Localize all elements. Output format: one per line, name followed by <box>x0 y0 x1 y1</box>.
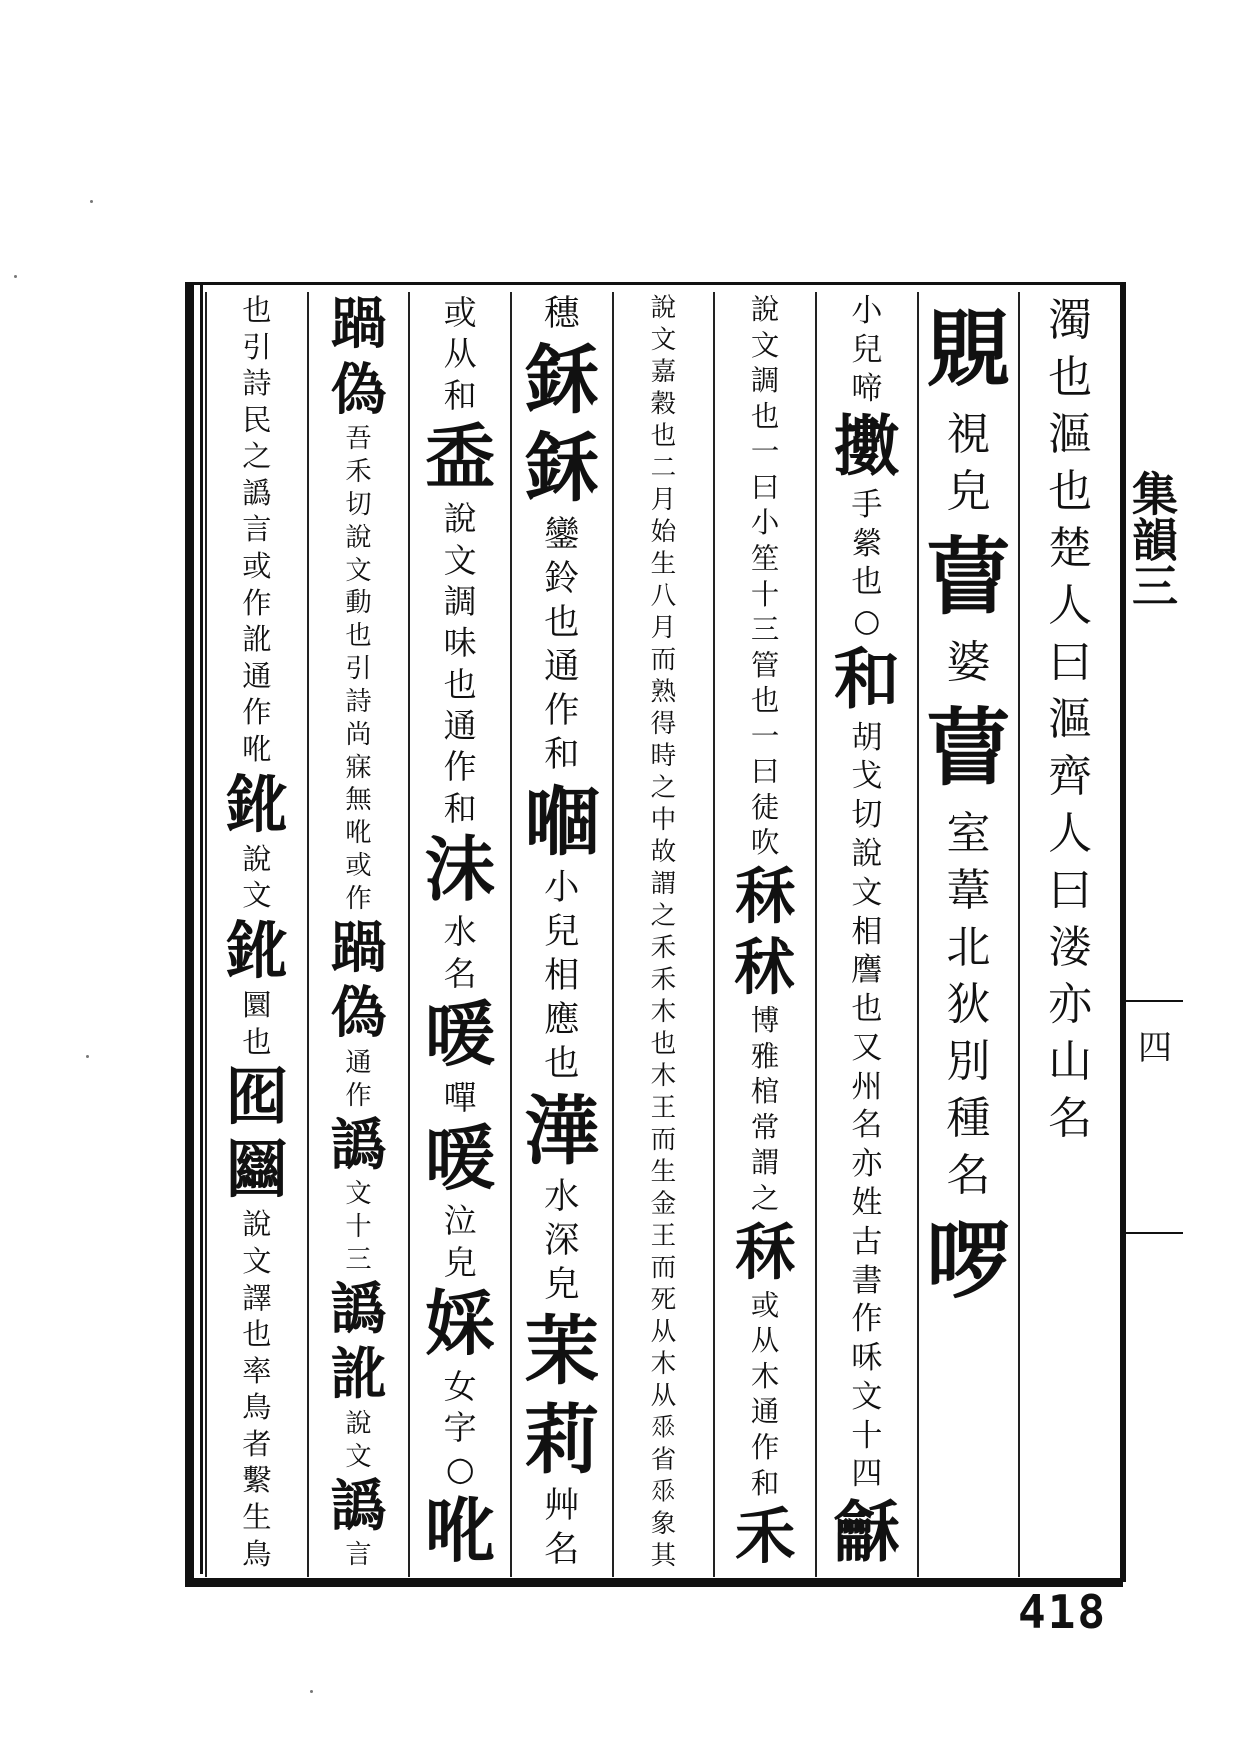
text-char: 戈 <box>851 758 883 795</box>
text-column <box>713 292 815 1577</box>
text-char: 姓 <box>851 1185 883 1221</box>
text-char: 作 <box>851 1301 883 1338</box>
text-char: 或 <box>345 851 372 882</box>
text-char: 和 <box>443 788 477 828</box>
text-char: 得 <box>650 709 677 739</box>
text-char: 又 <box>851 1029 883 1066</box>
text-char: 調 <box>750 364 780 398</box>
margin-rule-bottom <box>1125 1232 1183 1234</box>
text-char: 也 <box>650 1029 677 1059</box>
text-char: 或 <box>242 549 272 584</box>
margin-title: 集韻三 <box>1125 470 1179 608</box>
speck <box>90 200 93 203</box>
headword-char: 婇 <box>425 1282 496 1366</box>
text-char: 葦 <box>946 865 991 916</box>
text-char: 說 <box>345 522 372 553</box>
text-char: 从 <box>650 1381 677 1411</box>
headword-char: 喛 <box>425 1116 496 1200</box>
text-char: 別 <box>946 1036 991 1087</box>
text-char: 作 <box>750 1430 780 1464</box>
text-char: 曰 <box>1048 637 1093 688</box>
text-char: 通 <box>750 1395 780 1429</box>
headword-char: 鉌 <box>524 424 600 513</box>
text-char: 也 <box>750 399 780 433</box>
text-char: 始 <box>650 517 677 547</box>
text-char: 古 <box>851 1223 883 1260</box>
headword-char: 啰 <box>926 1211 1011 1310</box>
text-char: 言 <box>345 1540 372 1571</box>
text-char: 也 <box>851 991 883 1028</box>
text-char: 胡 <box>851 719 883 756</box>
headword-char: 莉 <box>524 1395 600 1484</box>
text-char: 一 <box>750 719 780 753</box>
text-char: 管 <box>750 648 780 682</box>
text-column <box>205 292 307 1577</box>
text-char: 鳥 <box>242 1536 272 1571</box>
text-char: 熟 <box>650 677 677 707</box>
text-char: 棺 <box>750 1075 780 1109</box>
text-char: 嘉 <box>650 357 677 387</box>
text-char: 木 <box>650 1349 677 1379</box>
headword-char: 鈋 <box>225 767 288 841</box>
text-char: 或 <box>443 293 477 332</box>
text-char: 金 <box>650 1189 677 1219</box>
text-char: 言 <box>242 512 272 547</box>
speck <box>310 1690 313 1693</box>
text-char: 和 <box>443 375 477 415</box>
text-char: 十 <box>851 1417 883 1454</box>
text-char: 中 <box>650 805 677 835</box>
text-char: 之 <box>650 901 677 931</box>
headword-char: 和 <box>833 640 900 719</box>
text-char: 水 <box>544 1175 580 1217</box>
text-char: 說 <box>443 499 477 539</box>
headword-char: 禾 <box>734 1501 796 1573</box>
text-char: 人 <box>1048 808 1093 859</box>
text-char: 也 <box>544 601 580 643</box>
text-char: 種 <box>946 1093 991 1144</box>
headword-char: 偽 <box>330 981 387 1047</box>
text-char: 小 <box>851 293 883 329</box>
text-char: 也 <box>242 293 272 327</box>
text-char: 兒 <box>851 331 883 368</box>
text-char: 从 <box>443 334 477 374</box>
text-char: 說 <box>650 293 677 323</box>
text-char: 吹 <box>750 826 780 860</box>
headword-char: 澕 <box>524 1086 600 1175</box>
text-char: 訛 <box>242 622 272 657</box>
headword-char: 圝 <box>225 1133 288 1207</box>
text-char: 生 <box>650 549 677 579</box>
text-char: 漚 <box>1048 409 1093 460</box>
text-char: 書 <box>851 1262 883 1299</box>
text-char: 名 <box>544 1528 580 1570</box>
text-char: 象 <box>650 1509 677 1539</box>
text-char: 文 <box>851 1378 883 1415</box>
text-char: 或 <box>750 1288 780 1322</box>
text-char: 文 <box>650 325 677 355</box>
text-char: 山 <box>1048 1036 1093 1087</box>
text-char: 作 <box>345 883 372 914</box>
headword-char: 譌 <box>330 1473 387 1539</box>
text-char: 而 <box>650 645 677 675</box>
text-char: 二 <box>650 453 677 483</box>
text-char: 作 <box>345 1080 372 1111</box>
headword-char: 茉 <box>524 1307 600 1396</box>
text-char: 北 <box>946 922 991 973</box>
text-column <box>1018 292 1120 1577</box>
text-char: 小 <box>750 506 780 540</box>
text-char: 狄 <box>946 979 991 1030</box>
text-char: 月 <box>650 485 677 515</box>
text-char: 吪 <box>345 818 372 849</box>
headword-char: 萺 <box>926 527 1011 626</box>
text-char: 博 <box>750 1004 780 1038</box>
text-char: 也 <box>750 684 780 718</box>
text-char: 皃 <box>443 1242 477 1282</box>
text-char: 王 <box>650 1221 677 1251</box>
text-char: 應 <box>544 999 580 1041</box>
text-char: 名 <box>443 953 477 993</box>
text-char: 文 <box>851 874 883 911</box>
text-char: 縈 <box>851 525 883 562</box>
text-char: 徒 <box>750 790 780 824</box>
text-char: 雅 <box>750 1039 780 1073</box>
text-char: 之 <box>242 439 272 474</box>
page-number: 418 <box>1018 1585 1108 1639</box>
text-char: 手 <box>851 486 883 523</box>
text-char: 名 <box>946 1150 991 1201</box>
text-char: 譯 <box>242 1280 272 1315</box>
text-char: 民 <box>242 402 272 437</box>
headword-char: 沬 <box>425 827 496 911</box>
text-char: 相 <box>851 913 883 950</box>
text-char: 名 <box>1048 1093 1093 1144</box>
headword-char: 龢 <box>833 1493 900 1572</box>
text-char: 三 <box>345 1244 372 1275</box>
text-char: 文 <box>345 1179 372 1210</box>
text-column <box>408 292 510 1577</box>
text-char: 文 <box>242 1243 272 1278</box>
text-char: 穀 <box>650 389 677 419</box>
text-char: 亦 <box>851 1146 883 1183</box>
headword-char: 秝 <box>734 1216 796 1288</box>
text-char: 咊 <box>851 1340 883 1377</box>
text-char: 而 <box>650 1253 677 1283</box>
text-column <box>917 292 1019 1577</box>
speck <box>86 1055 89 1058</box>
text-char: 齊 <box>1048 751 1093 802</box>
text-char: 文 <box>750 328 780 362</box>
text-char: 說 <box>242 841 272 876</box>
text-char: 率 <box>242 1353 272 1388</box>
headword-char: 踻 <box>330 292 387 357</box>
text-char: 女 <box>443 1366 477 1406</box>
text-char: 嘽 <box>443 1077 477 1117</box>
text-char: 切 <box>851 797 883 834</box>
text-char: 三 <box>750 613 780 647</box>
headword-char: 囮 <box>225 1060 288 1134</box>
headword-char: 喛 <box>425 993 496 1077</box>
text-char: 木 <box>650 997 677 1027</box>
text-char: 作 <box>242 585 272 620</box>
text-char: 皃 <box>544 1264 580 1306</box>
text-char: 文 <box>242 878 272 913</box>
text-char: 生 <box>650 1157 677 1187</box>
text-char: 詩 <box>345 686 372 717</box>
text-char: 十 <box>345 1212 372 1243</box>
text-char: 室 <box>946 808 991 859</box>
text-char: 尚 <box>345 719 372 750</box>
headword-char: 嗰 <box>524 777 600 866</box>
headword-char: 譌 <box>330 1276 387 1342</box>
text-char: 引 <box>242 329 272 364</box>
text-char: 繫 <box>242 1463 272 1498</box>
text-char: 人 <box>1048 580 1093 631</box>
text-char: 𠂹 <box>650 1413 677 1443</box>
margin-rule-top <box>1125 1000 1183 1002</box>
text-char: 楚 <box>1048 523 1093 574</box>
text-char: 死 <box>650 1285 677 1315</box>
text-char: 謂 <box>750 1146 780 1180</box>
text-char: 謂 <box>650 869 677 899</box>
text-char: 省 <box>650 1445 677 1475</box>
text-char: 視 <box>946 409 991 460</box>
headword-char: 訛 <box>330 1342 387 1408</box>
text-char: ○ <box>445 1449 475 1489</box>
text-char: 字 <box>443 1407 477 1447</box>
margin-folio: 四 <box>1138 1028 1172 1068</box>
headword-char: 萺 <box>926 698 1011 797</box>
text-char: 譍 <box>851 952 883 989</box>
headword-char: 鉌 <box>524 336 600 425</box>
text-char: 从 <box>750 1324 780 1358</box>
text-char: 寐 <box>345 752 372 783</box>
text-char: 从 <box>650 1317 677 1347</box>
text-char: 𠂹 <box>650 1477 677 1507</box>
text-char: 其 <box>650 1541 677 1571</box>
text-char: 曰 <box>750 755 780 789</box>
text-char: 兒 <box>544 910 580 952</box>
text-char: 十 <box>750 577 780 611</box>
text-char: 時 <box>650 741 677 771</box>
text-char: 作 <box>544 690 580 732</box>
text-char: 水 <box>443 912 477 952</box>
text-char: ○ <box>853 603 881 640</box>
text-char: 王 <box>650 1093 677 1123</box>
text-char: 也 <box>242 1024 272 1059</box>
headword-char: 譌 <box>330 1112 387 1178</box>
text-char: 也 <box>1048 466 1093 517</box>
text-char: 木 <box>650 1061 677 1091</box>
text-char: 穗 <box>544 293 580 334</box>
text-char: 笙 <box>750 541 780 575</box>
text-char: 木 <box>750 1359 780 1393</box>
text-char: 圜 <box>242 987 272 1022</box>
text-char: 皃 <box>946 466 991 517</box>
text-column <box>510 292 612 1577</box>
text-char: 禾 <box>650 965 677 995</box>
text-char: 通 <box>242 658 272 693</box>
text-column <box>307 292 409 1577</box>
text-char: 四 <box>851 1456 883 1493</box>
frame-inner-rule <box>200 282 203 1574</box>
text-char: 禾 <box>650 933 677 963</box>
text-char: 月 <box>650 613 677 643</box>
text-char: 文 <box>345 1441 372 1472</box>
text-char: 州 <box>851 1068 883 1105</box>
text-char: 婆 <box>946 637 991 688</box>
text-char: 也 <box>851 564 883 601</box>
text-char: 一 <box>750 435 780 469</box>
text-char: 通 <box>544 646 580 688</box>
text-char: 鈴 <box>544 557 580 599</box>
text-char: 譌 <box>242 475 272 510</box>
headword-char: 秝 <box>734 861 796 932</box>
text-char: 吾 <box>345 424 372 455</box>
text-char: 者 <box>242 1426 272 1461</box>
text-char: 曰 <box>750 470 780 504</box>
text-char: 曰 <box>1048 865 1093 916</box>
text-char: 亦 <box>1048 979 1093 1030</box>
text-char: 也 <box>650 421 677 451</box>
text-char: 切 <box>345 489 372 520</box>
text-char: 鑾 <box>544 513 580 555</box>
text-char: 深 <box>544 1219 580 1261</box>
text-char: 通 <box>345 1047 372 1078</box>
text-char: 調 <box>443 582 477 622</box>
text-char: 文 <box>345 555 372 586</box>
speck <box>14 275 17 278</box>
headword-char: 踻 <box>330 915 387 981</box>
text-char: 詩 <box>242 366 272 401</box>
headword-char: 秫 <box>734 932 796 1004</box>
text-char: 名 <box>851 1107 883 1144</box>
text-char: 相 <box>544 955 580 997</box>
text-char: 也 <box>544 1043 580 1085</box>
text-char: 也 <box>1048 352 1093 403</box>
text-column <box>612 292 714 1577</box>
text-char: 說 <box>345 1409 372 1440</box>
text-char: 文 <box>443 540 477 580</box>
text-char: 之 <box>650 773 677 803</box>
text-char: 作 <box>443 747 477 787</box>
text-char: 說 <box>851 835 883 872</box>
text-char: 說 <box>750 293 780 326</box>
headword-char: 覞 <box>926 299 1011 398</box>
text-char: 和 <box>544 734 580 776</box>
headword-char: 鈋 <box>225 913 288 987</box>
text-char: 故 <box>650 837 677 867</box>
text-char: 和 <box>750 1466 780 1500</box>
headword-char: 擻 <box>833 407 900 486</box>
text-char: 引 <box>345 654 372 685</box>
text-char: 啼 <box>851 370 883 407</box>
text-char: 無 <box>345 785 372 816</box>
text-char: 作 <box>242 695 272 730</box>
text-char: 鳥 <box>242 1390 272 1425</box>
text-char: 常 <box>750 1110 780 1144</box>
text-char: 漚 <box>1048 694 1093 745</box>
text-char: 泣 <box>443 1201 477 1241</box>
text-char: 動 <box>345 588 372 619</box>
text-char: 禾 <box>345 457 372 488</box>
text-char: 也 <box>443 664 477 704</box>
headword-char: 盉 <box>425 414 496 498</box>
text-char: 吪 <box>242 731 272 766</box>
text-char: 說 <box>242 1207 272 1242</box>
text-char: 也 <box>242 1317 272 1352</box>
headword-char: 吪 <box>425 1488 496 1572</box>
text-char: 之 <box>750 1182 780 1216</box>
text-char: 而 <box>650 1125 677 1155</box>
text-char: 艸 <box>544 1484 580 1526</box>
text-column <box>815 292 917 1577</box>
text-char: 溇 <box>1048 922 1093 973</box>
text-char: 小 <box>544 866 580 908</box>
headword-char: 偽 <box>330 357 387 423</box>
text-char: 味 <box>443 623 477 663</box>
text-char: 也 <box>345 621 372 652</box>
text-char: 八 <box>650 581 677 611</box>
text-char: 生 <box>242 1500 272 1535</box>
text-char: 通 <box>443 705 477 745</box>
text-char: 濁 <box>1048 295 1093 346</box>
